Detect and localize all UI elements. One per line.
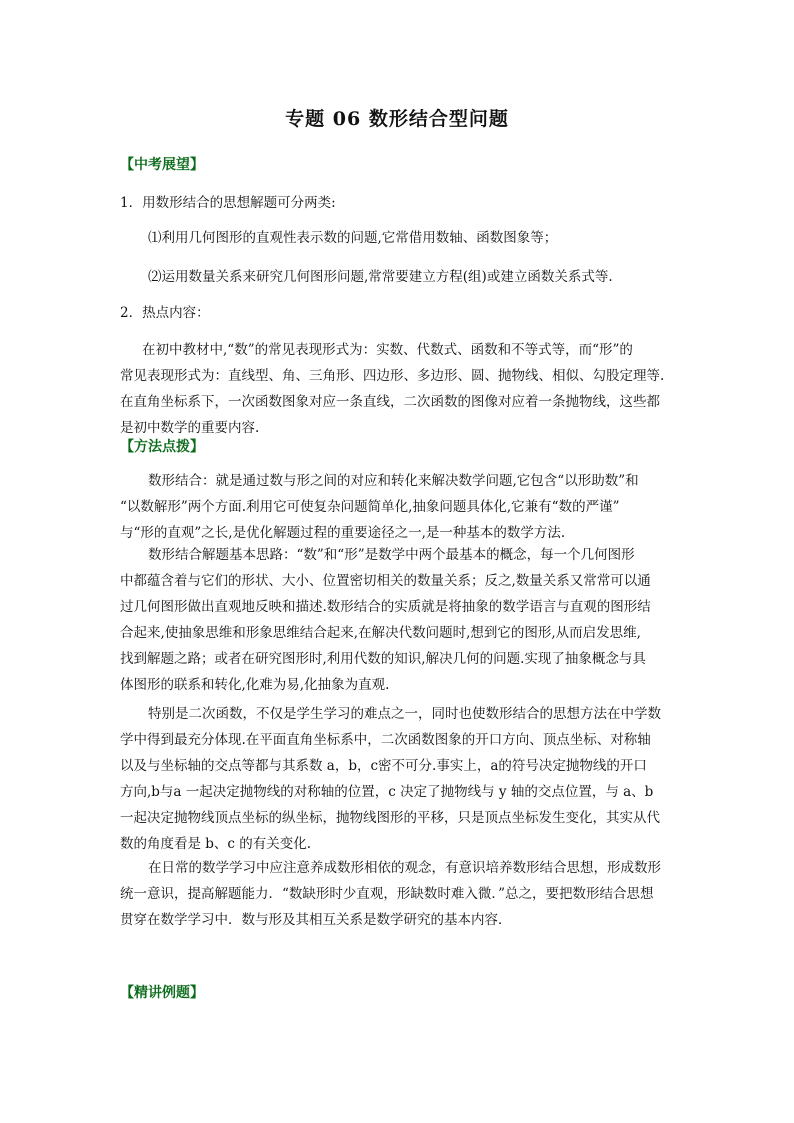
paragraph-line: 在日常的数学学习中应注意养成数形相依的观念，有意识培养数形结合思想，形成数形 [148,860,661,876]
paragraph-line: 体图形的联系和转化,化难为易,化抽象为直观. [120,677,390,693]
paragraph-line: 贯穿在数学学习中．数与形及其相互关系是数学研究的基本内容． [120,912,512,928]
paragraph-line: 方向,b与a 一起决定抛物线的对称轴的位置，c 决定了抛物线与 y 轴的交点位置，与 a、b [120,784,654,800]
paragraph-line: 合起来,使抽象思维和形象思维结合起来,在解决代数问题时,想到它的图形,从而启发思维, [120,625,641,641]
section-heading-examples: 【精讲例题】 [120,985,204,1001]
method-paragraph-3 [120,701,680,857]
section-heading-method: 【方法点拨】 [120,439,204,455]
paragraph-line: 找到解题之路；或者在研究图形时,利用代数的知识,解决几何的问题.实现了抽象概念与具 [120,651,646,667]
paragraph-line: 常见表现形式为：直线型、角、三角形、四边形、多边形、圆、抛物线、相似、勾股定理等. [120,368,665,384]
paragraph-line: 特别是二次函数，不仅是学生学习的难点之一，同时也使数形结合的思想方法在中学数 [148,706,661,722]
paragraph-line: 中都蕴含着与它们的形状、大小、位置密切相关的数量关系；反之,数量关系又常常可以通 [120,573,651,589]
paragraph-line: 数形结合：就是通过数与形之间的对应和转化来解决数学问题,它包含“以形助数”和 [148,473,639,489]
outlook-item-1: 1．用数形结合的思想解题可分两类: [120,195,336,211]
paragraph-line: 以及与坐标轴的交点等都与其系数 a，b，c密不可分.事实上，a的符号决定抛物线的开口 [120,758,647,774]
paragraph-line: 在直角坐标系下，一次函数图象对应一条直线，二次函数的图像对应着一条抛物线，这些都 [120,394,660,410]
paragraph-line: 数的角度看是 b、c 的有关变化. [120,836,312,852]
outlook-hot-topics-paragraph [120,337,680,441]
paragraph-line: 与“形的直观”之长,是优化解题过程的重要途径之一,是一种基本的数学方法. [120,525,566,541]
paragraph-line: 在初中教材中,“数”的常见表现形式为：实数、代数式、函数和不等式等，而“形”的 [142,342,633,358]
page-title: 专题 06 数形结合型问题 [285,108,509,130]
outlook-item-2: 2．热点内容： [120,305,210,321]
paragraph-line: “以数解形”两个方面.利用它可使复杂问题简单化,抽象问题具体化,它兼有“数的严谨” [120,499,620,515]
method-paragraph-1 [120,468,680,546]
paragraph-line: 学中得到最充分体现.在平面直角坐标系中，二次函数图象的开口方向、顶点坐标、对称轴 [120,732,651,748]
paragraph-line: 是初中数学的重要内容. [120,420,260,436]
outlook-item-1-sub-2: ⑵运用数量关系来研究几何图形问题,常常要建立方程(组)或建立函数关系式等. [148,269,613,285]
outlook-item-1-sub-1: ⑴利用几何图形的直观性表示数的问题,它常借用数轴、函数图象等； [148,230,558,246]
method-paragraph-2 [120,542,680,698]
paragraph-line: 过几何图形做出直观地反映和描述.数形结合的实质就是将抽象的数学语言与直观的图形结 [120,599,651,615]
paragraph-line: 数形结合解题基本思路：“数”和“形”是数学中两个最基本的概念，每一个几何图形 [148,547,635,563]
paragraph-line: 统一意识，提高解题能力．“数缺形时少直观，形缺数时难入微．”总之，要把数形结合思想 [120,886,654,902]
method-paragraph-4 [120,855,680,933]
section-heading-outlook: 【中考展望】 [120,157,204,173]
paragraph-line: 一起决定抛物线顶点坐标的纵坐标，抛物线图形的平移，只是顶点坐标发生变化，其实从代 [120,810,660,826]
